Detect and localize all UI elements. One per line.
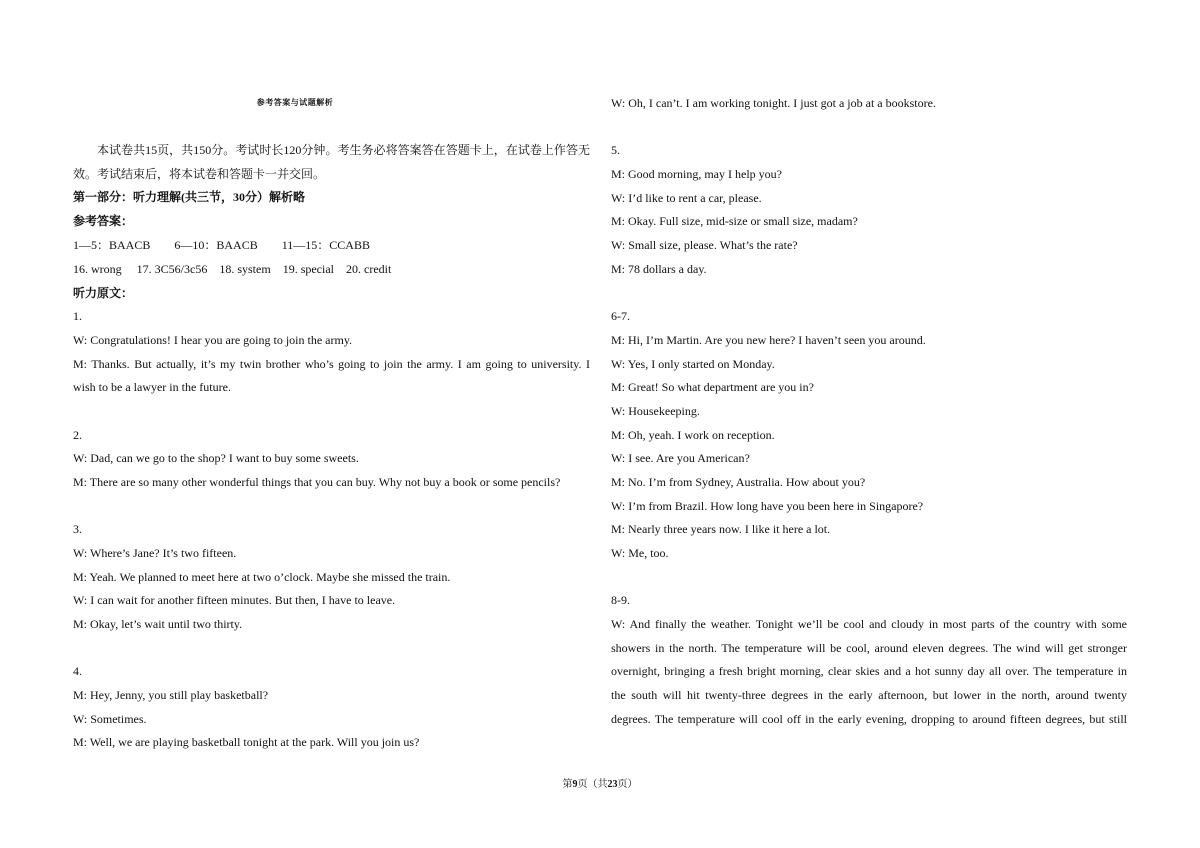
page-title: 参考答案与试题解析 [256, 98, 334, 107]
dialogue-line: M: Okay. Full size, mid-size or small size, madam? [611, 214, 858, 228]
dialogue-line: M: No. I’m from Sydney, Australia. How about you? [611, 475, 866, 489]
question-number: 2. [73, 428, 82, 442]
answer-item: 17. 3C56/3c56 [136, 262, 208, 276]
answer-item: 19. special [282, 262, 335, 276]
answers-row-1 [73, 237, 590, 253]
footer-suffix: 页） [617, 779, 638, 790]
question-number: 1. [73, 309, 82, 323]
dialogue-line: wish to be a lawyer in the future. [73, 380, 231, 394]
answer-item: 18. system [219, 262, 271, 276]
question-number: 4. [73, 664, 82, 678]
question-number: 5. [611, 143, 620, 157]
question-number: 6-7. [611, 309, 630, 323]
dialogue-line: M: Hey, Jenny, you still play basketball? [73, 688, 269, 702]
dialogue-line: overnight, bringing a fresh bright morning, clear skies and a hot sunny day all over. The temperature in [611, 664, 1127, 678]
dialogue-line: W: Sometimes. [73, 712, 147, 726]
dialogue-line: W: I see. Are you American? [611, 451, 750, 465]
dialogue-line: W: I’d like to rent a car, please. [611, 191, 762, 205]
dialogue-line: the south will hit twenty-three degrees in the early afternoon, but lower in the north, around twenty [611, 688, 1127, 702]
dialogue-line: M: Oh, yeah. I work on reception. [611, 428, 775, 442]
part1-heading: 第一部分：听力理解(共三节，30分）解析略 [73, 190, 305, 204]
dialogue-line: W: Small size, please. What’s the rate? [611, 238, 798, 252]
answer-item: 16. wrong [73, 262, 122, 276]
dialogue-line: W: Where’s Jane? It’s two fifteen. [73, 546, 237, 560]
dialogue-line: M: Yeah. We planned to meet here at two o’clock. Maybe she missed the train. [73, 570, 451, 584]
footer-middle: 页（共 [577, 779, 608, 790]
dialogue-line: degrees. The temperature will cool off in the early evening, dropping to around fifteen degrees, but still [611, 712, 1127, 726]
dialogue-line: M: Well, we are playing basketball tonight at the park. Will you join us? [73, 735, 420, 749]
dialogue-line: M: 78 dollars a day. [611, 262, 707, 276]
dialogue-line: W: Yes, I only started on Monday. [611, 357, 775, 371]
answer-item: 20. credit [346, 262, 392, 276]
dialogue-line: M: Good morning, may I help you? [611, 167, 782, 181]
page-footer [0, 775, 1200, 790]
dialogue-line: M: Thanks. But actually, it’s my twin brother who’s going to join the army. I am going to university. I [73, 357, 590, 371]
dialogue-line: M: Great! So what department are you in? [611, 380, 814, 394]
dialogue-line: W: Congratulations! I hear you are going to join the army. [73, 333, 353, 347]
dialogue-line: W: I’m from Brazil. How long have you been here in Singapore? [611, 499, 924, 513]
dialogue-line: M: There are so many other wonderful things that you can buy. Why not buy a book or some pencils? [73, 475, 561, 489]
answer-group: 6—10：BAACB [174, 238, 258, 252]
dialogue-line: M: Nearly three years now. I like it here a lot. [611, 522, 831, 536]
answer-group: 1—5：BAACB [73, 238, 151, 252]
dialogue-line: showers in the north. The temperature will be cool, around eleven degrees. The wind will get stronger [611, 641, 1127, 655]
dialogue-line: W: Dad, can we go to the shop? I want to buy some sweets. [73, 451, 359, 465]
dialogue-line: W: Me, too. [611, 546, 669, 560]
dialogue-line: M: Hi, I’m Martin. Are you new here? I haven’t seen you around. [611, 333, 926, 347]
page-number: 9 [572, 779, 578, 790]
answers-heading: 参考答案： [73, 214, 134, 228]
dialogue-line: M: Okay, let’s wait until two thirty. [73, 617, 243, 631]
transcript-heading: 听力原文： [73, 286, 134, 300]
footer-prefix: 第 [562, 779, 573, 790]
dialogue-line: W: I can wait for another fifteen minutes. But then, I have to leave. [73, 593, 396, 607]
question-number: 3. [73, 522, 82, 536]
intro-line-2: 效。考试结束后，将本试卷和答题卡一并交回。 [73, 167, 326, 181]
answers-row-2 [73, 261, 590, 277]
dialogue-line: W: Housekeeping. [611, 404, 700, 418]
dialogue-line: W: And finally the weather. Tonight we’ll be cool and cloudy in most parts of the country with some [611, 617, 1127, 631]
question-number: 8-9. [611, 593, 630, 607]
page-total: 23 [607, 779, 618, 790]
intro-line-1: 本试卷共15页，共150分。考试时长120分钟。考生务必将答案答在答题卡上，在试卷上作答无 [97, 143, 590, 157]
dialogue-line: W: Oh, I can’t. I am working tonight. I just got a job at a bookstore. [611, 96, 936, 110]
answer-group: 11—15：CCABB [281, 238, 370, 252]
